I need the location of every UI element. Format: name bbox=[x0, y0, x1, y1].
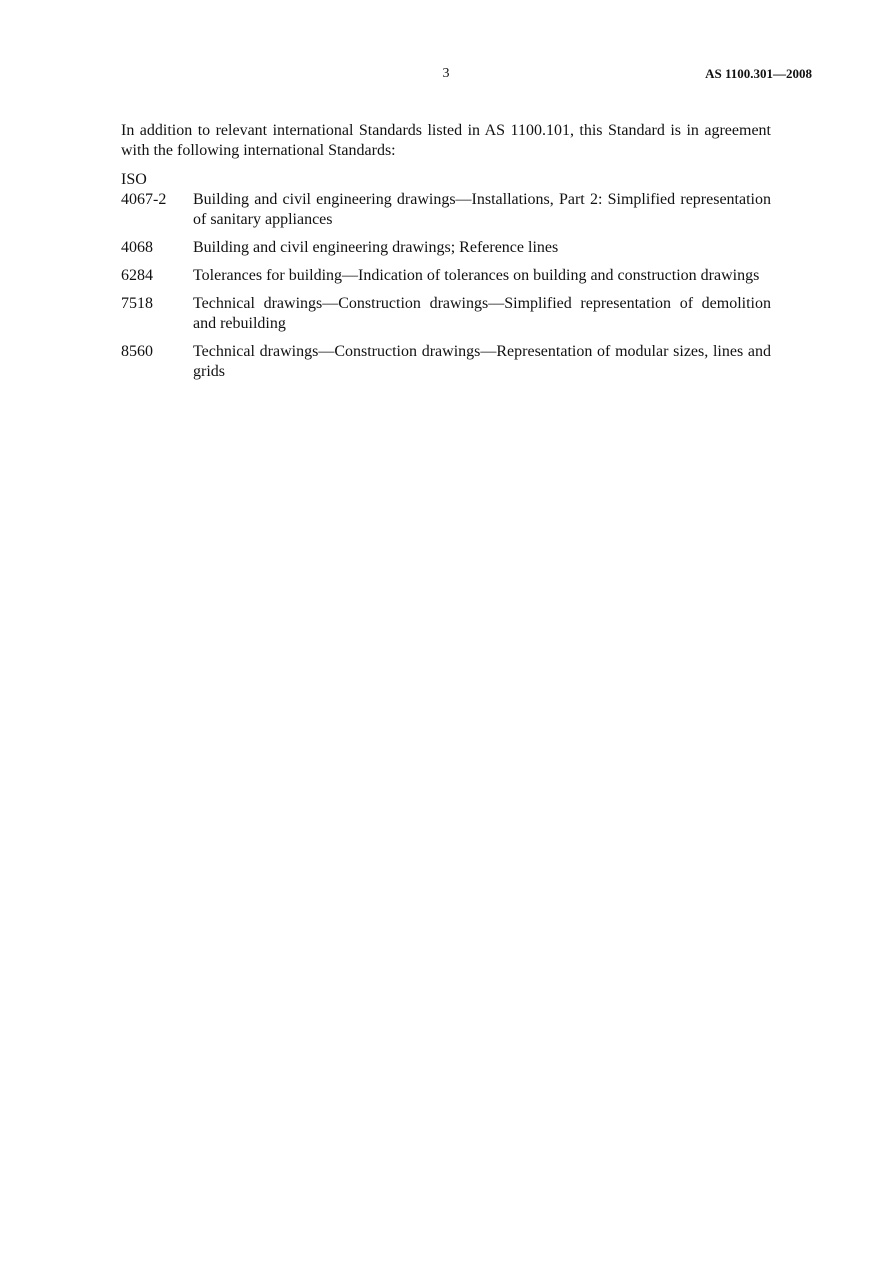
list-item bbox=[121, 294, 771, 334]
page-content bbox=[121, 121, 771, 382]
page-number: 3 bbox=[442, 66, 450, 81]
iso-list-heading: ISO bbox=[121, 171, 147, 188]
standard-title: Technical drawings—Construction drawings—Simplified representation of demolition and rebuilding bbox=[193, 295, 771, 332]
standard-title: Building and civil engineering drawings; Reference lines bbox=[193, 239, 559, 256]
standard-number: 4068 bbox=[121, 239, 153, 256]
list-item bbox=[121, 238, 771, 258]
standard-title: Tolerances for building—Indication of tolerances on building and construction drawings bbox=[193, 267, 760, 284]
list-item bbox=[121, 342, 771, 382]
standard-title: Building and civil engineering drawings—Installations, Part 2: Simplified representation of sanitary appliances bbox=[193, 191, 771, 228]
standard-number: 6284 bbox=[121, 267, 153, 284]
list-item bbox=[121, 190, 771, 230]
standard-title: Technical drawings—Construction drawings—Representation of modular sizes, lines and grids bbox=[193, 343, 771, 380]
standard-identifier: AS 1100.301—2008 bbox=[705, 66, 812, 81]
standard-number: 8560 bbox=[121, 343, 153, 360]
intro-paragraph: In addition to relevant international Standards listed in AS 1100.101, this Standard is in agreement with the following international Standards: bbox=[121, 122, 771, 159]
standard-number: 4067-2 bbox=[121, 191, 167, 208]
list-item bbox=[121, 266, 771, 286]
standard-number: 7518 bbox=[121, 295, 153, 312]
standards-list bbox=[121, 190, 771, 382]
